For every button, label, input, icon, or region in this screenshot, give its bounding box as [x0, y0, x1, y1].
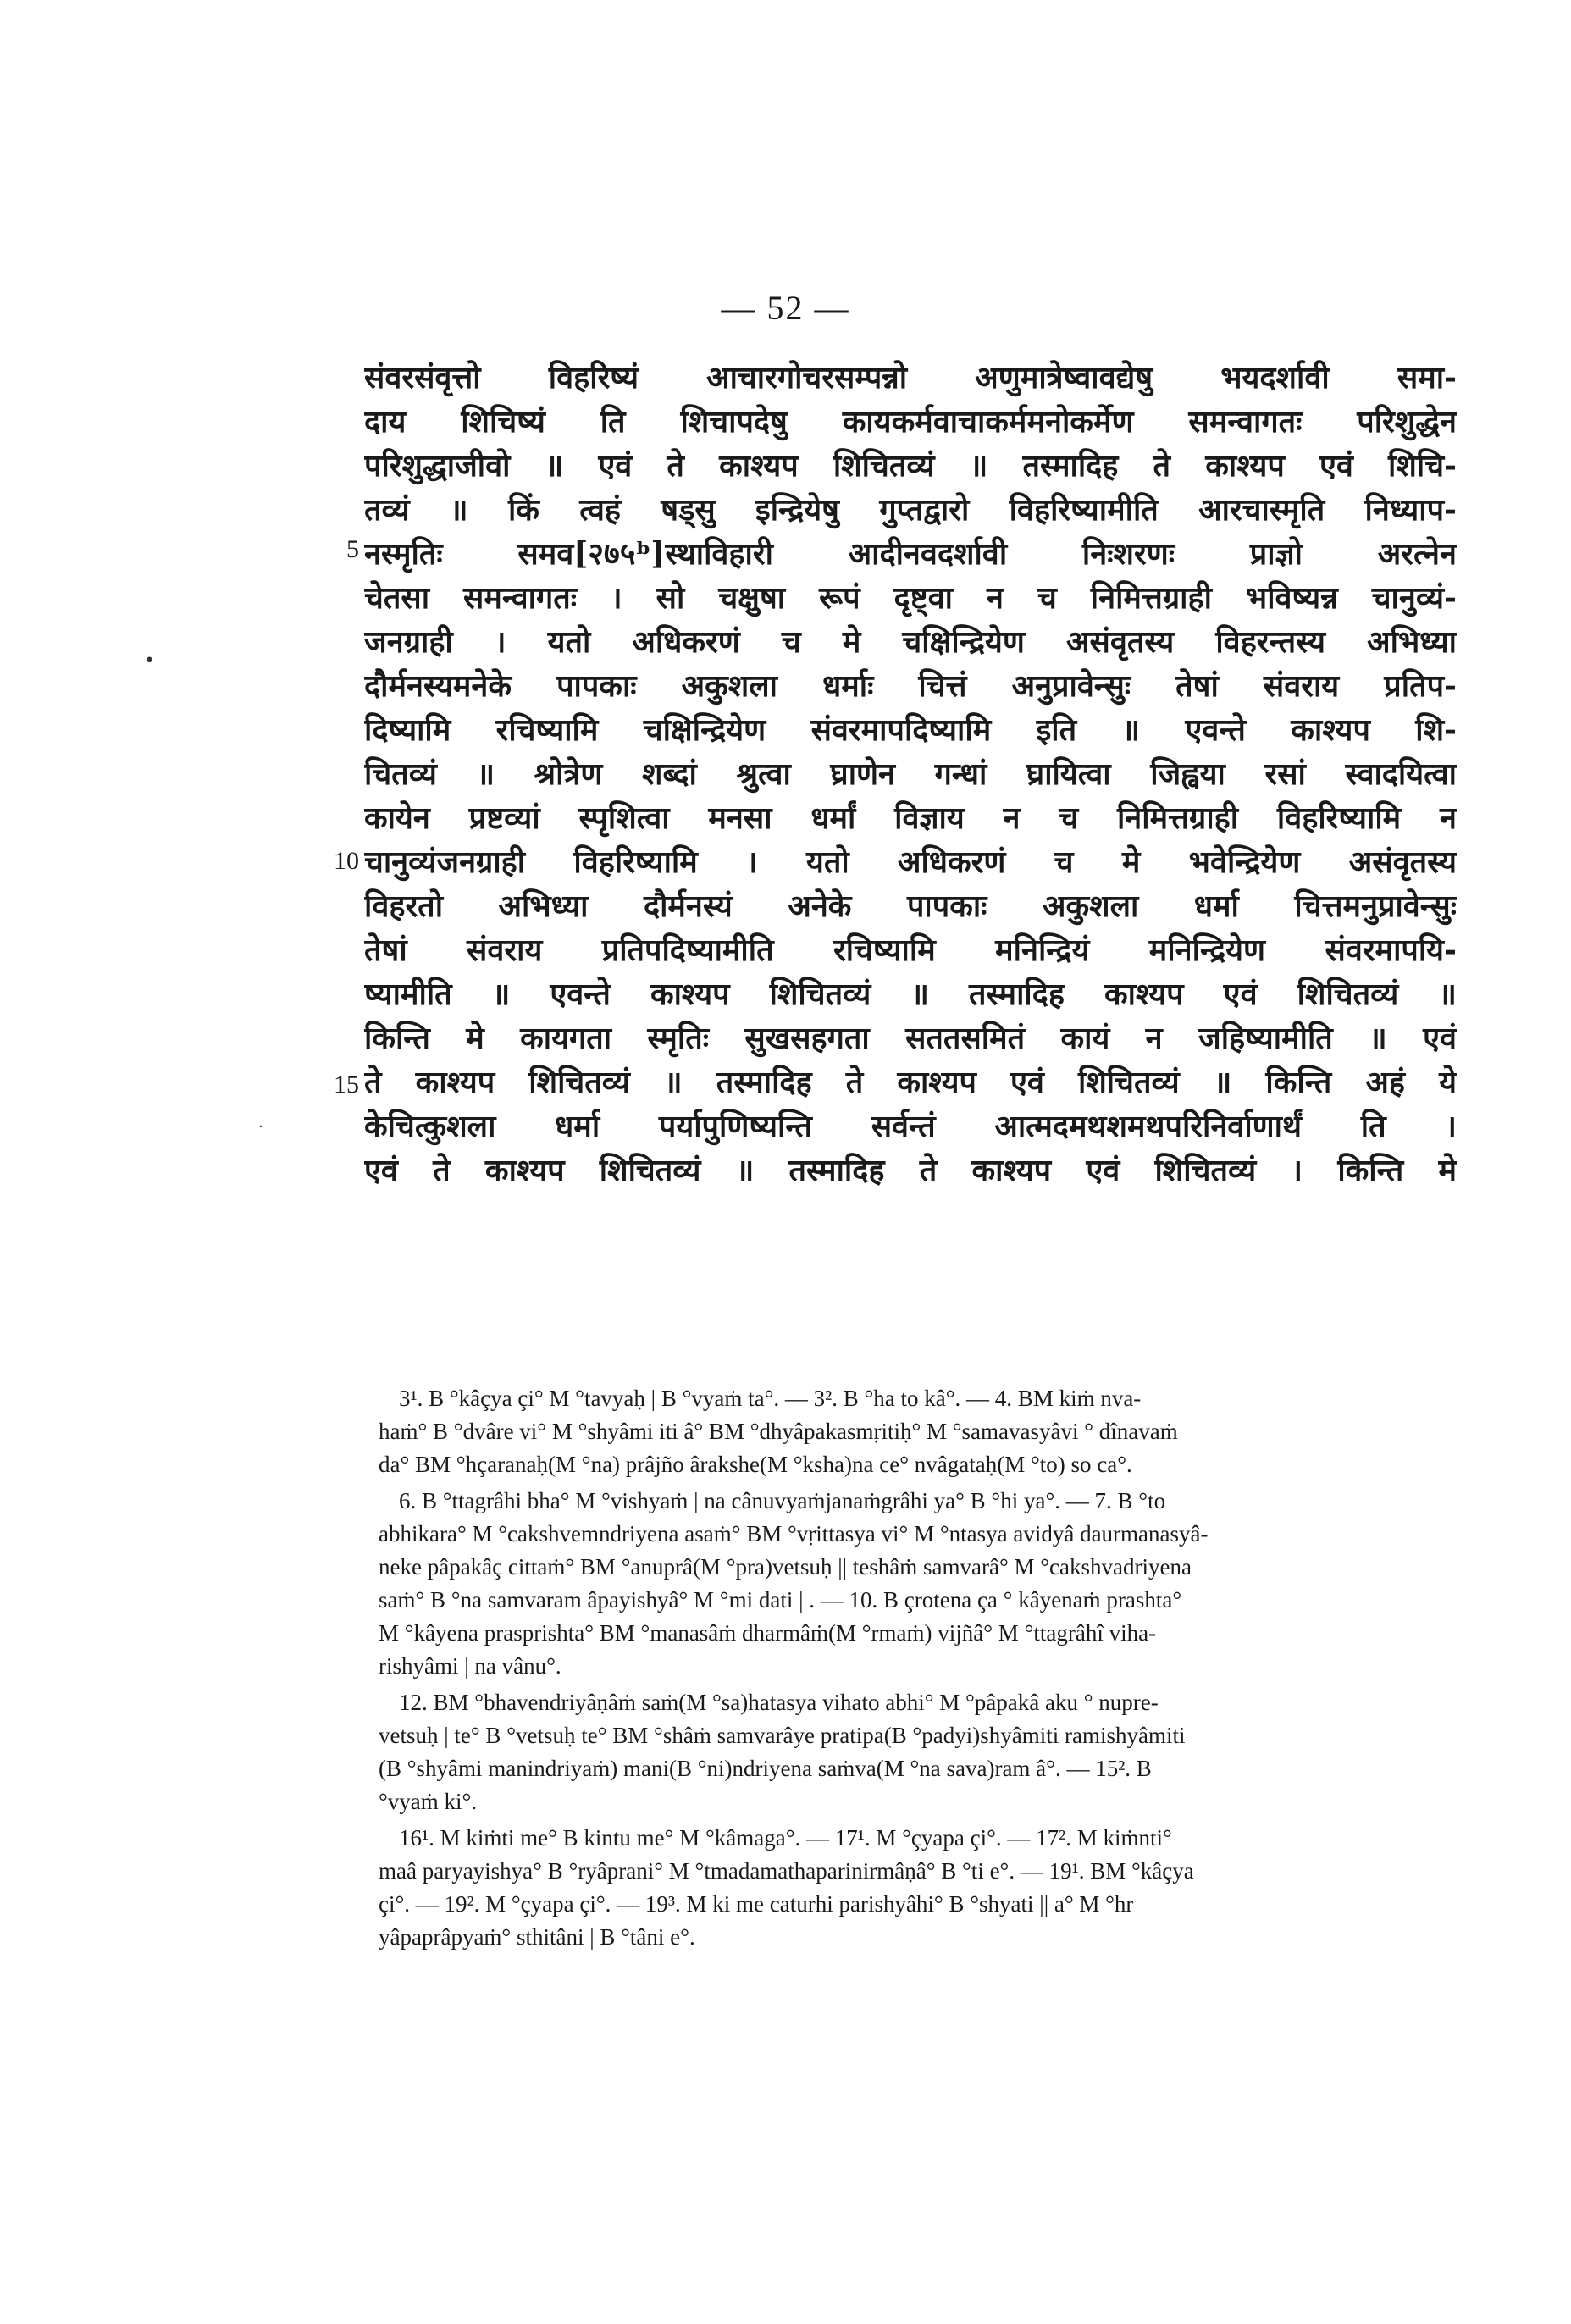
text-line: केचित्कुशला धर्मा पर्यापुणिष्यन्ति सर्वन्तं आत्मदमथशमथपरिनिर्वाणार्थं ति । — [364, 1109, 1457, 1144]
footnote-line: maâ paryayishya° B °ryâprani° M °tmadamathaparinirmâṇâ° B °ti e°. — 19¹. BM °kâçya — [379, 1858, 1194, 1884]
text-line: ष्यामीति ॥ एवन्ते काश्यप शिचितव्यं ॥ तस्मादिह काश्यप एवं शिचितव्यं ॥ — [364, 977, 1457, 1012]
footnote-line: yâpaprâpyaṁ° sthitâni | B °tâni e°. — [379, 1924, 695, 1950]
footnote-line: rishyâmi | na vânu°. — [379, 1653, 561, 1679]
footnote-line: °vyaṁ ki°. — [379, 1789, 478, 1814]
margin-bullet-mark: • — [144, 650, 155, 672]
margin-dot-mark: · — [258, 1118, 263, 1136]
footnote-line: M °kâyena prasprishta° BM °manasâṁ dharmâṁ(M °rmaṁ) vijñâ° M °ttagrâhî viha- — [379, 1620, 1157, 1646]
footnote-line: çi°. — 19². M °çyapa çi°. — 19³. M ki me caturhi parishyâhi° B °shyati || a° M °hr — [379, 1891, 1134, 1917]
footnote-line: 12. BM °bhavendriyâṇâṁ saṁ(M °sa)hatasya vihato abhi° M °pâpakâ aku ° nupre- — [399, 1690, 1159, 1715]
text-line: परिशुद्धाजीवो ॥ एवं ते काश्यप शिचितव्यं ॥ तस्मादिह ते काश्यप एवं शिचि- — [364, 448, 1457, 484]
footnote-block — [379, 1822, 1458, 1954]
text-line: संवरसंवृत्तो विहरिष्यं आचारगोचरसम्पन्नो अणुमात्रेष्वावद्येषु भयदर्शावी समा- — [364, 360, 1457, 396]
text-line: विहरतो अभिध्या दौर्मनस्यं अनेके पापकाः अकुशला धर्मा चित्तमनुप्रावेन्सुः — [364, 888, 1457, 924]
footnote-line: da° BM °hçaranaḥ(M °na) prâjño ârakshe(M °ksha)na ce° nvâgataḥ(M °to) so ca°. — [379, 1452, 1132, 1477]
text-line: तेषां संवराय प्रतिपदिष्यामीति रचिष्यामि मनिन्द्रियं मनिन्द्रियेण संवरमापयि- — [364, 932, 1457, 968]
footnote-line: 6. B °ttagrâhi bha° M °vishyaṁ | na cânuvyaṁjanaṁgrâhi ya° B °hi ya°. — 7. B °to — [399, 1488, 1166, 1513]
text-line: एवं ते काश्यप शिचितव्यं ॥ तस्मादिह ते काश्यप एवं शिचितव्यं । किन्ति मे — [364, 1153, 1457, 1188]
footnotes-section — [379, 1382, 1458, 1957]
text-line: तव्यं ॥ किं त्वहं षड्सु इन्द्रियेषु गुप्तद्वारो विहरिष्यामीति आरचास्मृति निध्याप- — [364, 492, 1457, 528]
text-line: ते काश्यप शिचितव्यं ॥ तस्मादिह ते काश्यप एवं शिचितव्यं ॥ किन्ति अहं ये — [364, 1065, 1457, 1100]
margin-line-number-10: 10 — [334, 847, 359, 875]
footnote-line: saṁ° B °na samvaram âpayishyâ° M °mi dati | . — 10. B çrotena ça ° kâyenaṁ prashta° — [379, 1587, 1182, 1613]
footnote-line: vetsuḥ | te° B °vetsuḥ te° BM °shâṁ samvarâye pratipa(B °padyi)shyâmiti ramishyâmiti — [379, 1723, 1186, 1748]
footnote-line: 16¹. M kiṁti me° B kintu me° M °kâmaga°. — 17¹. M °çyapa çi°. — 17². M kiṁnti° — [399, 1825, 1172, 1851]
text-line: चेतसा समन्वागतः । सो चक्षुषा रूपं दृष्ट्वा न च निमित्तग्राही भविष्यन्न चानुव्यं- — [364, 580, 1457, 616]
text-line: किन्ति मे कायगता स्मृतिः सुखसहगता सततसमितं कायं न जहिष्यामीति ॥ एवं — [364, 1021, 1457, 1056]
footnote-line: abhikara° M °cakshvemndriyena asaṁ° BM °vṛittasya vi° M °ntasya avidyâ daurmanasyâ- — [379, 1521, 1209, 1547]
page-number: — 52 — — [721, 289, 850, 327]
text-line: कायेन प्रष्टव्यां स्पृशित्वा मनसा धर्मां विज्ञाय न च निमित्तग्राही विहरिष्यामि न — [364, 800, 1457, 836]
footnote-block — [379, 1485, 1458, 1683]
text-line: दिष्यामि रचिष्यामि चक्षिन्द्रियेण संवरमापदिष्यामि इति ॥ एवन्ते काश्यप शि- — [364, 712, 1457, 748]
margin-line-number-15: 15 — [334, 1071, 359, 1098]
text-line: नस्मृतिः समव[२७५ᵇ]स्थाविहारी आदीनवदर्शावी निःशरणः प्राज्ञो अरत्नेन — [364, 536, 1457, 572]
text-line: जनग्राही । यतो अधिकरणं च मे चक्षिन्द्रियेण असंवृतस्य विहरन्तस्य अभिध्या — [364, 624, 1457, 660]
text-line: दौर्मनस्यमनेके पापकाः अकुशला धर्माः चित्तं अनुप्रावेन्सुः तेषां संवराय प्रतिप- — [364, 668, 1457, 704]
text-line: चानुव्यंजनग्राही विहरिष्यामि । यतो अधिकरणं च मे भवेन्द्रियेण असंवृतस्य — [364, 844, 1457, 880]
footnote-line: 3¹. B °kâçya çi° M °tavyaḥ | B °vyaṁ ta°. — 3². B °ha to kâ°. — 4. BM kiṁ nva- — [399, 1386, 1142, 1411]
footnote-block — [379, 1686, 1458, 1818]
footnote-line: neke pâpakâç cittaṁ° BM °anuprâ(M °pra)vetsuḥ || teshâṁ samvarâ° M °cakshvadriyena — [379, 1554, 1192, 1580]
margin-line-number-5: 5 — [346, 535, 359, 563]
main-text-block — [364, 356, 1457, 1192]
footnote-block — [379, 1382, 1458, 1481]
text-line: दाय शिचिष्यं ति शिचापदेषु कायकर्मवाचाकर्ममनोकर्मेण समन्वागतः परिशुद्धेन — [364, 404, 1457, 440]
text-line: चितव्यं ॥ श्रोत्रेण शब्दां श्रुत्वा घ्राणेन गन्धां घ्रायित्वा जिह्वया रसां स्वादयित्वा — [364, 756, 1457, 792]
footnote-line: haṁ° B °dvâre vi° M °shyâmi iti â° BM °dhyâpakasmṛitiḥ° M °samavasyâvi ° dînavaṁ — [379, 1419, 1178, 1444]
footnote-line: (B °shyâmi manindriyaṁ) mani(B °ni)ndriyena saṁva(M °na sava)ram â°. — 15². B — [379, 1756, 1152, 1781]
